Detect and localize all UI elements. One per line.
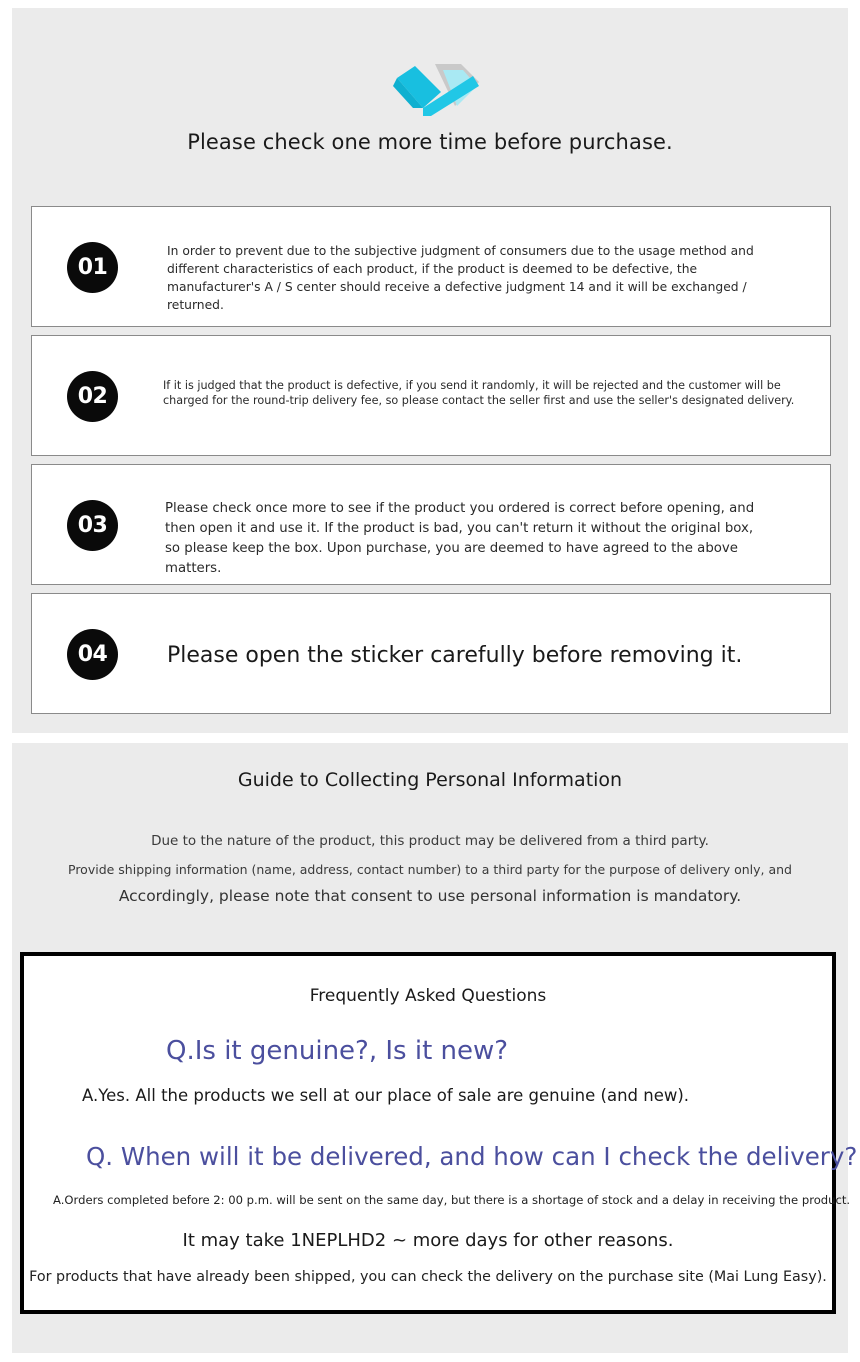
faq-answer: A.Orders completed before 2: 00 p.m. will be sent on the same day, but there is a shortage of stock and a delay in receiving the product.	[53, 1193, 851, 1207]
faq-question: Q. When will it be delivered, and how can I check the delivery?	[86, 1142, 858, 1171]
faq-answer: It may take 1NEPLHD2 ~ more days for other reasons.	[182, 1230, 674, 1251]
notice-text: Please check once more to see if the product you ordered is correct before opening, and then open it and use it. If the product is bad, you can't return it without the original box, so please keep the box. Upon purchase, you are deemed to have agreed to the above matters.	[165, 501, 755, 576]
personal-info-line: Accordingly, please note that consent to use personal information is mandatory.	[118, 887, 742, 905]
notice-card-03	[31, 464, 831, 585]
personal-info-line: Provide shipping information (name, address, contact number) to a third party for the purpose of delivery only, and	[68, 862, 792, 877]
checkmark-logo-icon	[383, 56, 483, 116]
number-badge: 04	[67, 629, 118, 680]
faq-answer: A.Yes. All the products we sell at our place of sale are genuine (and new).	[82, 1086, 690, 1105]
faq-box	[20, 952, 858, 1314]
info-faq-panel	[12, 743, 858, 1353]
personal-info-line: Due to the nature of the product, this product may be delivered from a third party.	[151, 833, 709, 849]
notice-title: Please check one more time before purchase.	[187, 130, 673, 154]
purchase-notice-panel	[12, 8, 848, 733]
number-badge: 02	[67, 371, 118, 422]
notice-card-02	[31, 335, 831, 456]
faq-answer: For products that have already been shipped, you can check the delivery on the purchase site (Mai Lung Easy).	[29, 1269, 827, 1285]
personal-info-title: Guide to Collecting Personal Information	[237, 769, 623, 791]
notice-text: If it is judged that the product is defective, if you send it randomly, it will be rejected and the customer will be charged for the round-trip delivery fee, so please contact the seller first and use the seller's designated delivery.	[163, 379, 795, 407]
faq-title: Frequently Asked Questions	[309, 986, 547, 1006]
notice-card-01	[31, 206, 831, 327]
faq-question: Q.Is it genuine?, Is it new?	[166, 1036, 509, 1066]
notice-text: Please open the sticker carefully before removing it.	[167, 643, 743, 668]
number-badge: 03	[67, 500, 118, 551]
notice-card-04	[31, 593, 831, 714]
notice-text: In order to prevent due to the subjective judgment of consumers due to the usage method and different characteristics of each product, if the product is deemed to be defective, the manufacturer's A / S center should receive a defective judgment 14 and it will be exchanged / returned.	[167, 244, 754, 312]
number-badge: 01	[67, 242, 118, 293]
